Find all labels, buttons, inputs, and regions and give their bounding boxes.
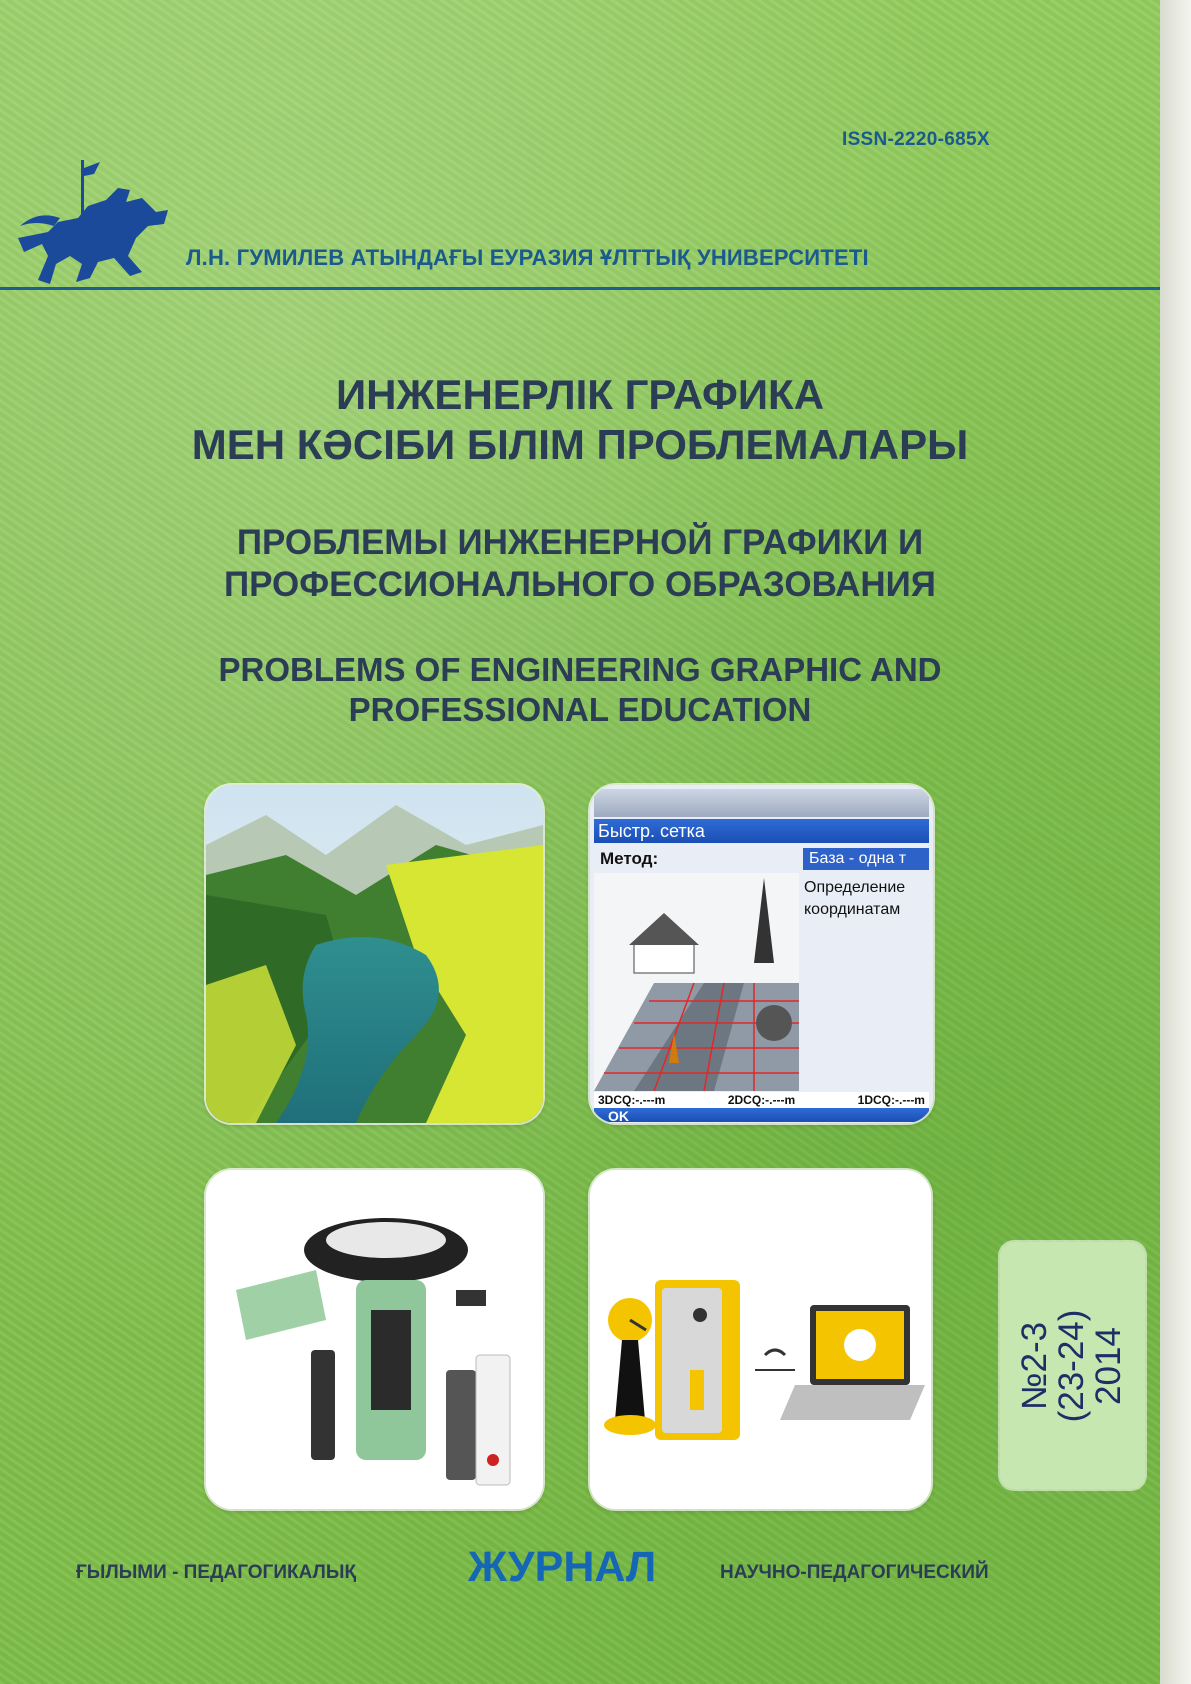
gnss-receiver-photo [206, 1170, 543, 1509]
horseman-emblem-icon [18, 160, 188, 290]
method-select: База - одна т [803, 848, 929, 870]
title-english-line-2: PROFESSIONAL EDUCATION [348, 690, 812, 728]
mountain-lake-photo [206, 785, 543, 1123]
mountain-lake-illustration [206, 785, 543, 1123]
footer-russian-subtitle: НАУЧНО-ПЕДАГОГИЧЕСКИЙ [720, 1562, 989, 1583]
issn-number: ISSN-2220-685X [842, 129, 990, 150]
issue-range: (23-24) [1051, 1309, 1091, 1423]
screen-toolbar [594, 789, 929, 817]
issue-year: 2014 [1088, 1327, 1128, 1405]
dcq-3d: 3DCQ:-.---m [598, 1093, 666, 1107]
title-kazakh-line-1: ИНЖЕНЕРЛІК ГРАФИКА [335, 371, 825, 418]
footer-kazakh-subtitle: ҒЫЛЫМИ - ПЕДАГОГИКАЛЫҚ [76, 1562, 357, 1583]
issue-number: №2-3 [1014, 1321, 1054, 1411]
base-station-illustration [590, 1170, 931, 1509]
ok-softkey: OK [594, 1108, 929, 1122]
method-label: Метод: [600, 849, 659, 868]
title-kazakh [0, 370, 1160, 471]
method-description: Определение координатам [804, 879, 906, 918]
survey-grid-illustration [594, 873, 799, 1091]
issue-number-tab [1000, 1242, 1145, 1489]
screen-title: Быстр. сетка [594, 819, 929, 843]
header-divider [0, 287, 1160, 290]
title-kazakh-line-2: МЕН КӘСІБИ БІЛІМ ПРОБЛЕМАЛАРЫ [191, 421, 969, 469]
title-english-line-1: PROBLEMS OF ENGINEERING GRAPHIC AND [218, 651, 942, 688]
title-russian-line-2: ПРОФЕССИОНАЛЬНОГО ОБРАЗОВАНИЯ [224, 565, 936, 604]
base-station-laptop-photo [590, 1170, 931, 1509]
issue-label [1014, 1309, 1128, 1423]
title-english [0, 650, 1160, 729]
dcq-1d: 1DCQ:-.---m [857, 1093, 925, 1107]
controller-screen-photo [590, 785, 933, 1123]
dcq-2d: 2DCQ:-.---m [727, 1093, 796, 1107]
gnss-receiver-illustration [206, 1170, 543, 1509]
title-russian-line-1: ПРОБЛЕМЫ ИНЖЕНЕРНОЙ ГРАФИКИ И [236, 523, 924, 562]
footer-journal-word: ЖУРНАЛ [468, 1543, 657, 1591]
dcq-status-bar [594, 1092, 929, 1108]
title-russian [0, 522, 1160, 606]
university-name: Л.Н. ГУМИЛЕВ АТЫНДАҒЫ ЕУРАЗИЯ ҰЛТТЫҚ УНИВЕРСИТЕТІ [186, 245, 869, 270]
cover-spine-edge [1160, 0, 1191, 1684]
